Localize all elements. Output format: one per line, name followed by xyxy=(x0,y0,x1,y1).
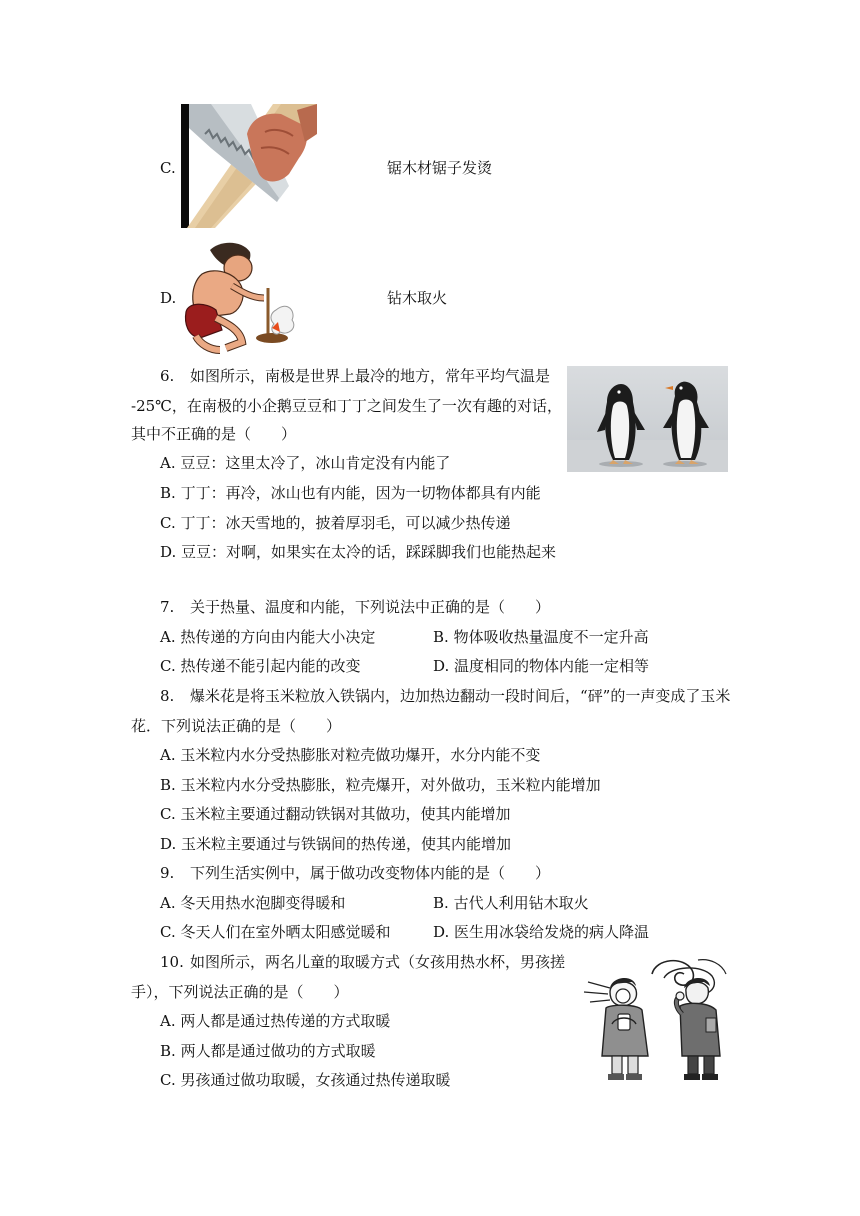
question-10-option-c[interactable]: C. 男孩通过做功取暖，女孩通过热传递取暖 xyxy=(160,1071,451,1089)
children-keeping-warm-illustration-icon xyxy=(580,952,730,1084)
question-7-option-c[interactable]: C. 热传递不能引起内能的改变 xyxy=(160,657,361,675)
question-9-number: 9. xyxy=(160,864,175,882)
question-6-stem-line: 如图所示，南极是世界上最冷的地方，常年平均气温是 xyxy=(190,367,551,385)
question-6-number: 6. xyxy=(160,367,175,385)
option-c-letter: C. xyxy=(160,159,176,177)
question-7-number: 7. xyxy=(160,598,175,616)
question-9-option-d[interactable]: D. 医生用冰袋给发烧的病人降温 xyxy=(433,923,650,941)
question-8-stem-line: 花．下列说法正确的是（ ） xyxy=(131,717,342,735)
question-9-stem-line: 下列生活实例中，属于做功改变物体内能的是（ ） xyxy=(190,864,551,882)
question-10-number: 10. xyxy=(160,953,184,971)
question-6-option-b[interactable]: B. 丁丁：再冷，冰山也有内能，因为一切物体都具有内能 xyxy=(160,484,541,502)
question-8-number: 8. xyxy=(160,687,175,705)
penguins-photo-icon xyxy=(567,366,728,472)
question-7-stem-line: 关于热量、温度和内能，下列说法中正确的是（ ） xyxy=(190,598,551,616)
option-d-text: 钻木取火 xyxy=(387,289,448,307)
question-10-option-b[interactable]: B. 两人都是通过做功的方式取暖 xyxy=(160,1042,376,1060)
question-10-stem-line: 手），下列说法正确的是（ ） xyxy=(131,983,349,1001)
question-6-option-d[interactable]: D. 豆豆：对啊，如果实在太冷的话，踩踩脚我们也能热起来 xyxy=(160,543,557,561)
question-7-option-b[interactable]: B. 物体吸收热量温度不一定升高 xyxy=(433,628,649,646)
option-d-letter: D. xyxy=(160,289,177,307)
question-6-stem-line: -25℃，在南极的小企鹅豆豆和丁丁之间发生了一次有趣的对话， xyxy=(131,397,562,415)
question-10-stem-line: 如图所示，两名儿童的取暖方式（女孩用热水杯，男孩搓 xyxy=(190,953,566,971)
question-8-option-d[interactable]: D. 玉米粒主要通过与铁锅间的热传递，使其内能增加 xyxy=(160,835,512,853)
question-9-option-c[interactable]: C. 冬天人们在室外晒太阳感觉暖和 xyxy=(160,923,391,941)
question-8-option-b[interactable]: B. 玉米粒内水分受热膨胀，粒壳爆开，对外做功，玉米粒内能增加 xyxy=(160,776,601,794)
question-6-option-c[interactable]: C. 丁丁：冰天雪地的，披着厚羽毛，可以减少热传递 xyxy=(160,514,511,532)
question-9-option-b[interactable]: B. 古代人利用钻木取火 xyxy=(433,894,589,912)
question-10-option-a[interactable]: A. 两人都是通过热传递的方式取暖 xyxy=(160,1012,391,1030)
option-c-text: 锯木材锯子发烫 xyxy=(387,159,493,177)
question-8-option-c[interactable]: C. 玉米粒主要通过翻动铁锅对其做功，使其内能增加 xyxy=(160,805,511,823)
question-8-option-a[interactable]: A. 玉米粒内水分受热膨胀对粒壳做功爆开，水分内能不变 xyxy=(160,746,541,764)
question-7-option-d[interactable]: D. 温度相同的物体内能一定相等 xyxy=(433,657,650,675)
question-6-option-a[interactable]: A. 豆豆：这里太冷了，冰山肯定没有内能了 xyxy=(160,454,451,472)
question-6-stem-line: 其中不正确的是（ ） xyxy=(131,425,297,443)
question-7-option-a[interactable]: A. 热传递的方向由内能大小决定 xyxy=(160,628,376,646)
question-9-option-a[interactable]: A. 冬天用热水泡脚变得暖和 xyxy=(160,894,346,912)
saw-cutting-wood-photo-icon xyxy=(181,104,317,228)
drilling-wood-for-fire-illustration-icon xyxy=(180,238,298,354)
question-8-stem-line: 爆米花是将玉米粒放入铁锅内，边加热边翻动一段时间后，“砰”的一声变成了玉米 xyxy=(190,687,731,705)
